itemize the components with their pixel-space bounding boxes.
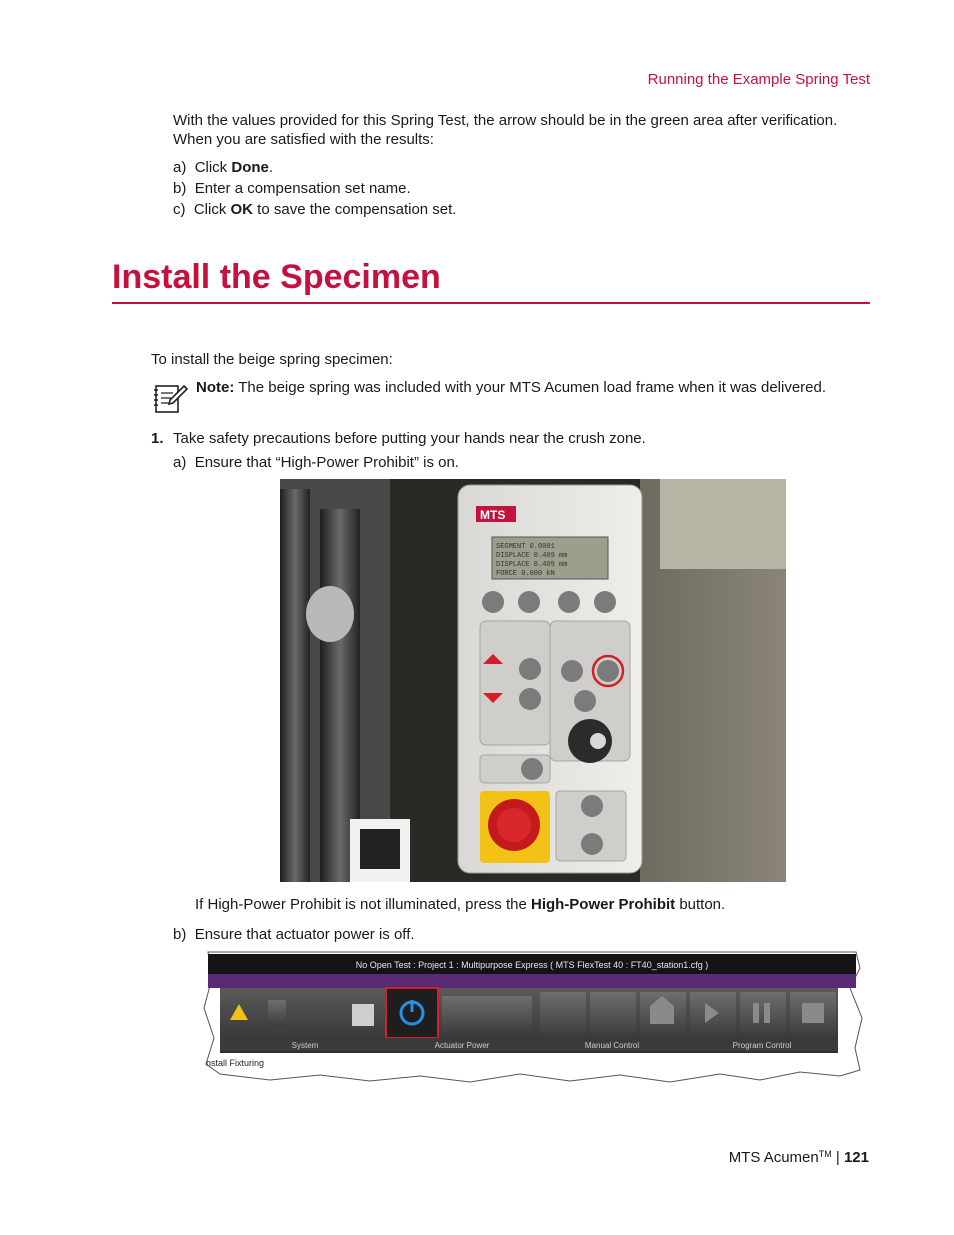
substep-a <box>173 453 459 472</box>
intro-step-b <box>173 179 411 198</box>
if-bold: High-Power Prohibit <box>530 896 676 913</box>
if-post: button. <box>675 896 726 913</box>
display-line-3: DISPLACE 0.409 mm <box>496 561 568 569</box>
step-marker: c) <box>173 201 186 218</box>
page-number: 121 <box>843 1149 869 1166</box>
pendant-illustration <box>280 479 786 882</box>
step-marker: a) <box>173 159 187 176</box>
step-marker: b) <box>173 180 187 197</box>
step-marker: a) <box>173 454 187 471</box>
running-head: Running the Example Spring Test <box>647 71 870 88</box>
group-label-manual-control: Manual Control <box>584 1041 640 1050</box>
page-footer <box>729 1149 869 1166</box>
toolbar-screenshot <box>200 948 864 1088</box>
system-button[interactable] <box>268 1000 286 1026</box>
control-pendant-photo <box>280 479 786 882</box>
if-pre: If High-Power Prohibit is not illuminated, press the <box>195 896 531 913</box>
intro-step-c <box>173 200 456 219</box>
step-1-text: Take safety precautions before putting your hands near the crush zone. <box>173 430 646 447</box>
step-text: Enter a compensation set name. <box>194 180 411 197</box>
step-text: Click <box>194 159 232 176</box>
title-bar-text: No Open Test : Project 1 : Multipurpose Express ( MTS FlexTest 40 : FT40_station1.cfg ) <box>355 960 709 970</box>
intro-line-1: With the values provided for this Spring Test, the arrow should be in the green area after verification. <box>173 112 838 129</box>
note-text <box>196 378 826 397</box>
program-pause-button[interactable] <box>740 992 786 1036</box>
step-marker: b) <box>173 926 187 943</box>
note-pencil-icon <box>151 380 189 418</box>
mts-logo: MTS <box>480 508 506 522</box>
note-body: The beige spring was included with your MTS Acumen load frame when it was delivered. <box>234 379 827 396</box>
lead-text: To install the beige spring specimen: <box>151 351 393 368</box>
intro-step-a <box>173 158 273 177</box>
title-rule <box>112 302 870 304</box>
actuator-power-button[interactable] <box>386 988 438 1038</box>
footer-product: MTS Acumen <box>728 1149 819 1166</box>
footer-separator: | <box>835 1149 840 1166</box>
display-line-2: DISPLACE 0.409 mm <box>496 552 568 560</box>
if-illuminated-text <box>195 895 725 914</box>
toolbar-screenshot-svg <box>200 948 864 1088</box>
group-label-program-control: Program Control <box>732 1041 792 1050</box>
substep-a-text: Ensure that “High-Power Prohibit” is on. <box>194 454 459 471</box>
step-number: 1. <box>151 430 164 447</box>
step-bold: Done <box>231 159 269 176</box>
group-label-system: System <box>291 1041 319 1050</box>
group-label-actuator-power: Actuator Power <box>434 1041 490 1050</box>
step-text: Click <box>193 201 231 218</box>
display-line-1: SEGMENT 0.0001 <box>496 543 555 551</box>
intro-line-2: When you are satisfied with the results: <box>173 131 434 148</box>
substep-b <box>173 925 415 944</box>
section-title: Install the Specimen <box>112 258 441 296</box>
display-line-4: FORCE 0.000 kN <box>496 570 555 578</box>
manual-control-up-down[interactable] <box>540 992 586 1036</box>
note-label: Note: <box>196 379 235 396</box>
system-dropdown[interactable] <box>352 1004 374 1026</box>
step-post: to save the compensation set. <box>253 201 457 218</box>
step-bold: OK <box>230 201 254 218</box>
step-post: . <box>268 159 274 176</box>
power-level-buttons[interactable] <box>442 996 532 1034</box>
footer-trademark: TM <box>818 1149 832 1159</box>
install-fixturing-tab[interactable]: nstall Fixturing <box>206 1058 265 1068</box>
substep-b-text: Ensure that actuator power is off. <box>194 926 415 943</box>
manual-control-crosshead[interactable] <box>590 992 636 1036</box>
